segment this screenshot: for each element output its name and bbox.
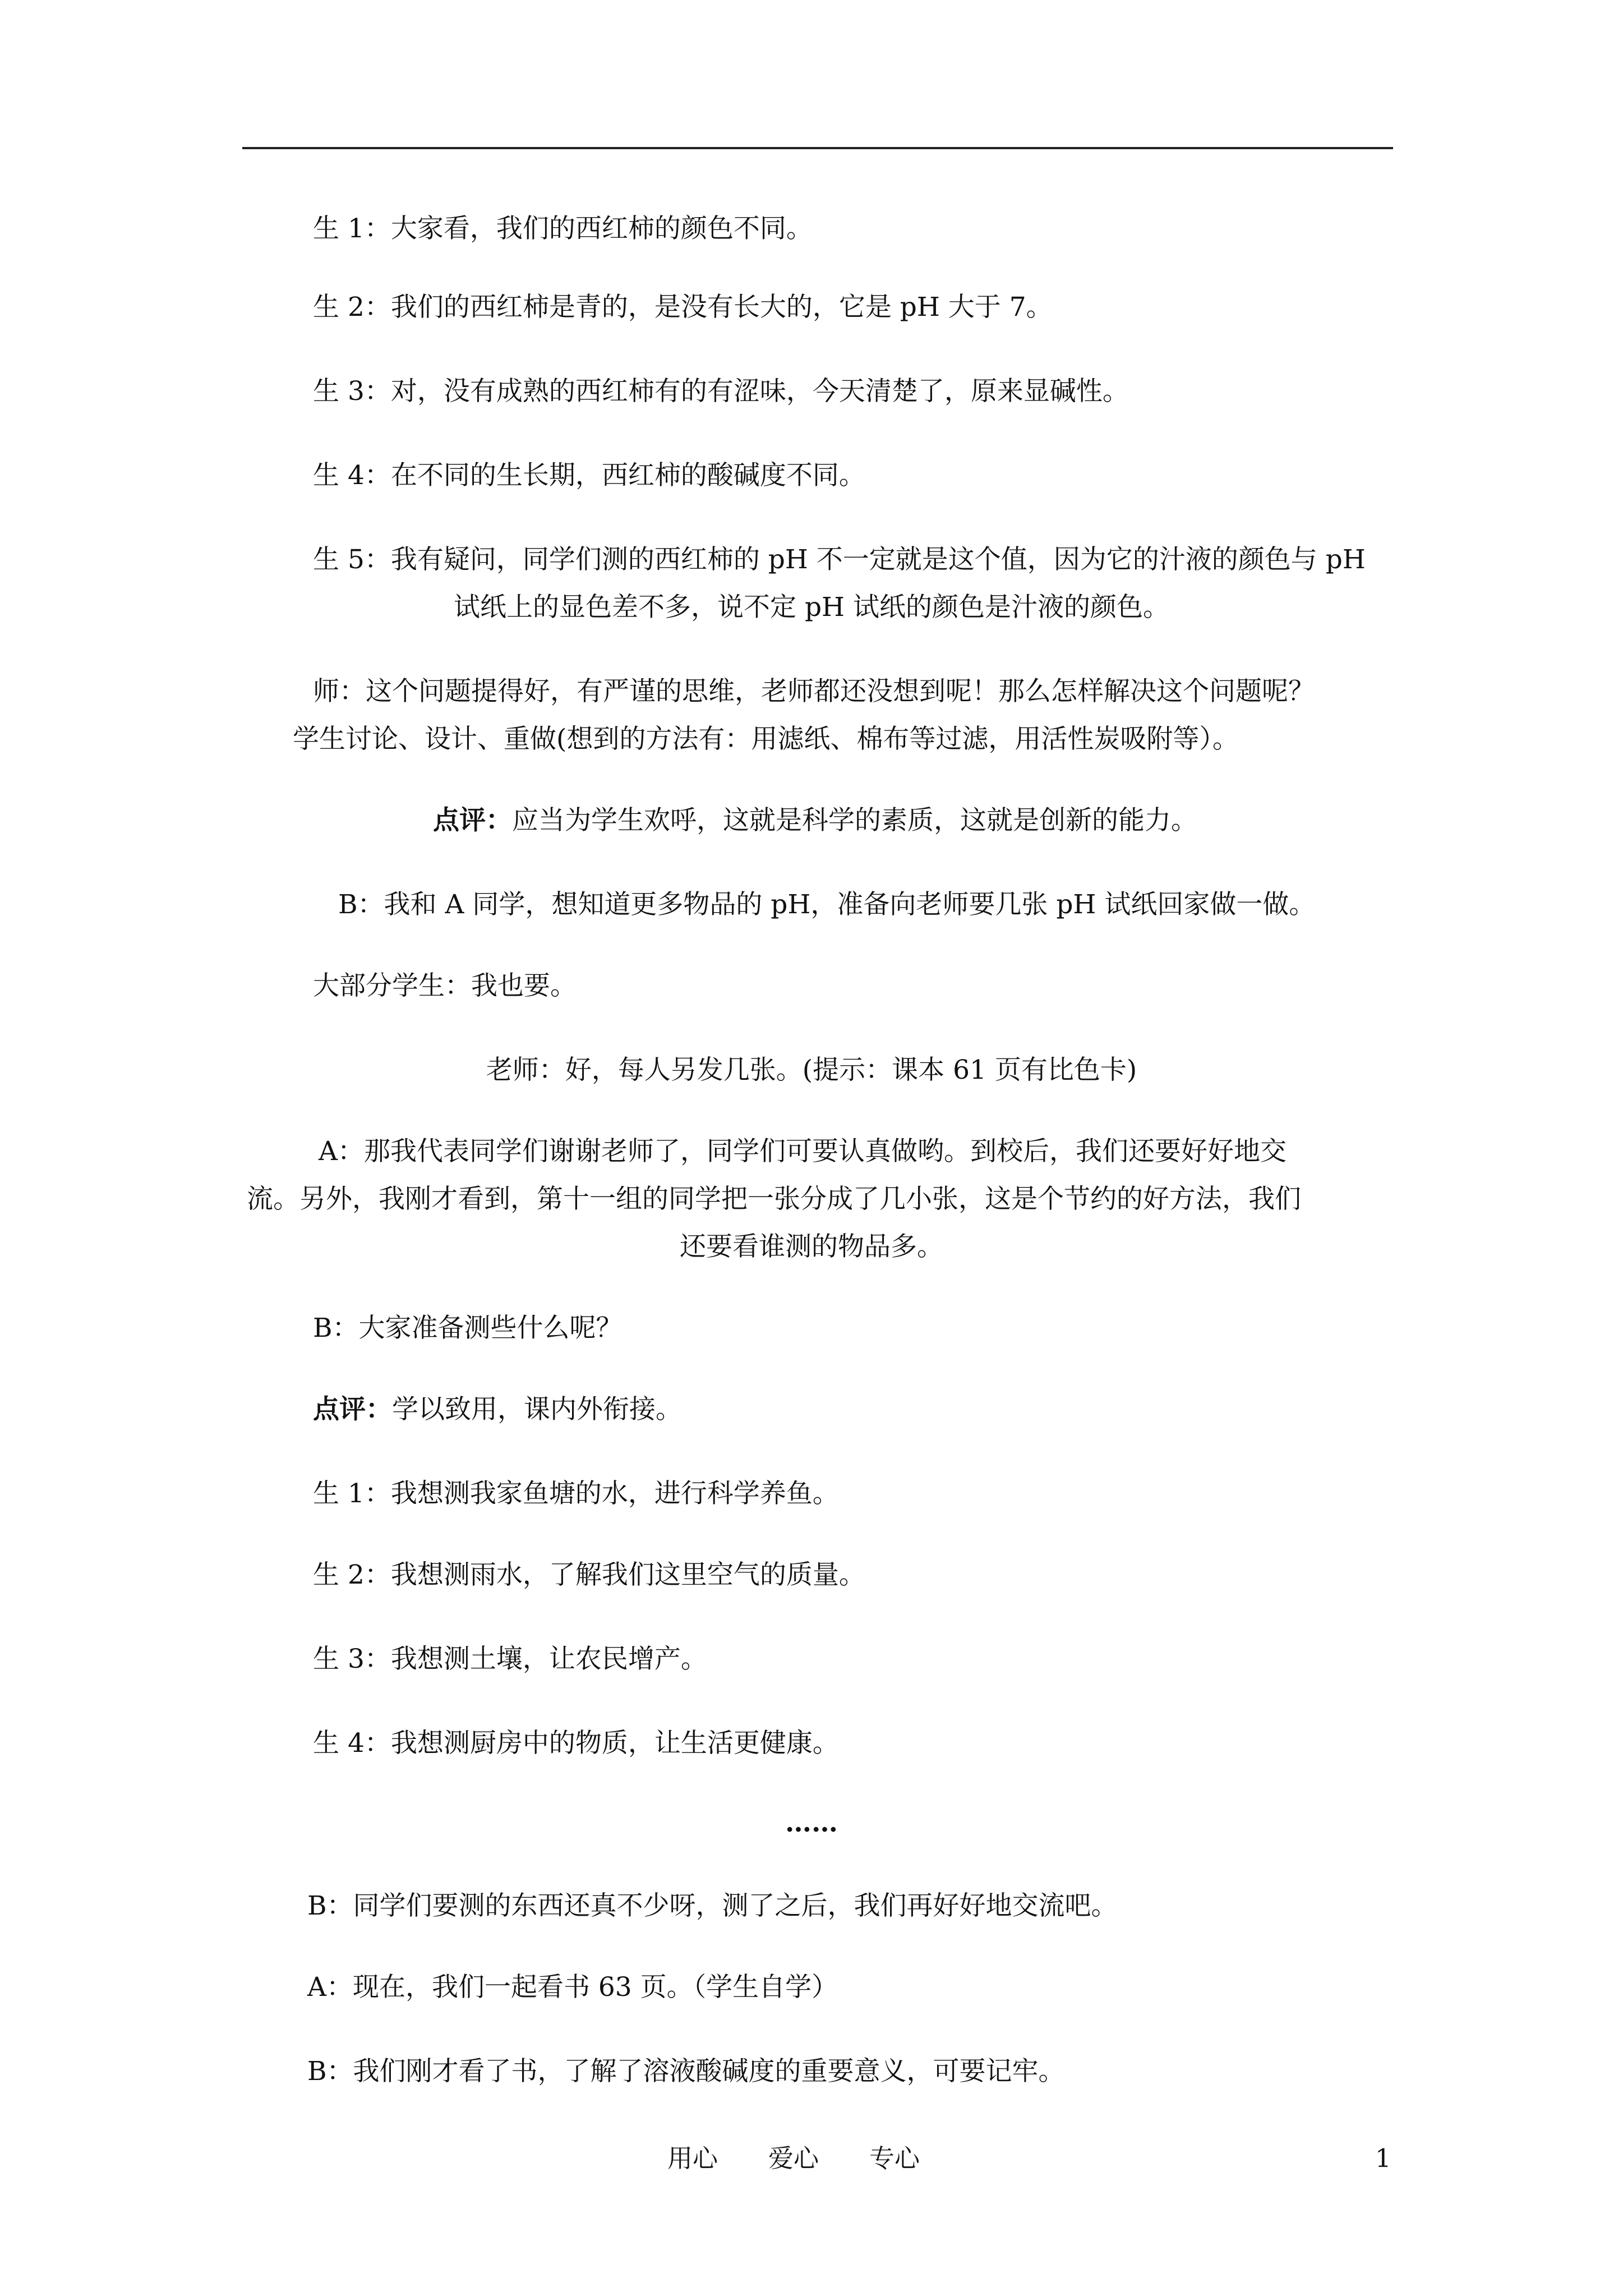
header-rule [242,147,1393,149]
discussion-line: 学生讨论、设计、重做(想到的方法有：用滤纸、棉布等过滤，用活性炭吸附等）。 [293,724,1239,754]
footer-motto [667,2142,970,2175]
student-plan-1: 生 1：我想测我家鱼塘的水，进行科学养鱼。 [313,1478,839,1509]
dialogue-line-b3: B：同学们要测的东西还真不少呀，测了之后，我们再好好地交流吧。 [307,1890,1118,1921]
comment-label: 点评： [313,1394,392,1425]
teacher-line: 师：这个问题提得好，有严谨的思维，老师都还没想到呢！那么怎样解决这个问题呢？ [313,676,1315,707]
comment-text: 学以致用，课内外衔接。 [392,1394,682,1425]
student-plan-2: 生 2：我想测雨水，了解我们这里空气的质量。 [313,1559,865,1590]
student-plan-3: 生 3：我想测土壤，让农民增产。 [313,1644,707,1674]
student-plan-4: 生 4：我想测厨房中的物质，让生活更健康。 [313,1728,839,1759]
dialogue-line-a1: A：那我代表同学们谢谢老师了，同学们可要认真做哟。到校后，我们还要好好地交 [319,1136,1287,1167]
ellipsis: …… [785,1807,838,1838]
dialogue-line-b4: B：我们刚才看了书，了解了溶液酸碱度的重要意义，可要记牢。 [307,2056,1065,2087]
dialogue-line-3: 生 3：对，没有成熟的西红柿有的有涩味，今天清楚了，原来显碱性。 [313,376,1129,407]
comment-line-1 [433,804,1197,838]
dialogue-line-1: 生 1：大家看，我们的西红柿的颜色不同。 [313,213,813,244]
comment-line-2 [313,1393,682,1427]
dialogue-line-teacher-reply: 老师：好，每人另发几张。(提示：课本 61 页有比色卡) [486,1055,1137,1085]
dialogue-line-2: 生 2：我们的西红柿是青的，是没有长大的，它是 pH 大于 7。 [313,292,1053,323]
dialogue-line-5: 生 5：我有疑问，同学们测的西红柿的 pH 不一定就是这个值，因为它的汁液的颜色与 pH [313,544,1366,575]
comment-text: 应当为学生欢呼，这就是科学的素质，这就是创新的能力。 [512,805,1197,836]
dialogue-line-b2: B：大家准备测些什么呢？ [313,1313,623,1343]
dialogue-line-majority: 大部分学生：我也要。 [313,970,577,1001]
dialogue-line-a2: A：现在，我们一起看书 63 页。（学生自学） [307,1972,838,2003]
dialogue-line-4: 生 4：在不同的生长期，西红柿的酸碱度不同。 [313,460,865,491]
page-number: 1 [1375,2143,1391,2173]
dialogue-line-b1: B：我和 A 同学，想知道更多物品的 pH，准备向老师要几张 pH 试纸回家做一做。 [338,889,1316,920]
comment-label: 点评： [433,805,512,836]
footer-item: 专心 [869,2143,920,2173]
footer-item: 用心 [667,2143,718,2173]
dialogue-line-5-cont: 试纸上的显色差不多，说不定 pH 试纸的颜色是汁液的颜色。 [454,592,1169,623]
footer-item: 爱心 [768,2143,819,2173]
dialogue-line-a1-cont1: 流。另外，我刚才看到，第十一组的同学把一张分成了几小张，这是个节约的好方法，我们 [247,1184,1301,1214]
dialogue-line-a1-cont2: 还要看谁测的物品多。 [680,1231,943,1262]
